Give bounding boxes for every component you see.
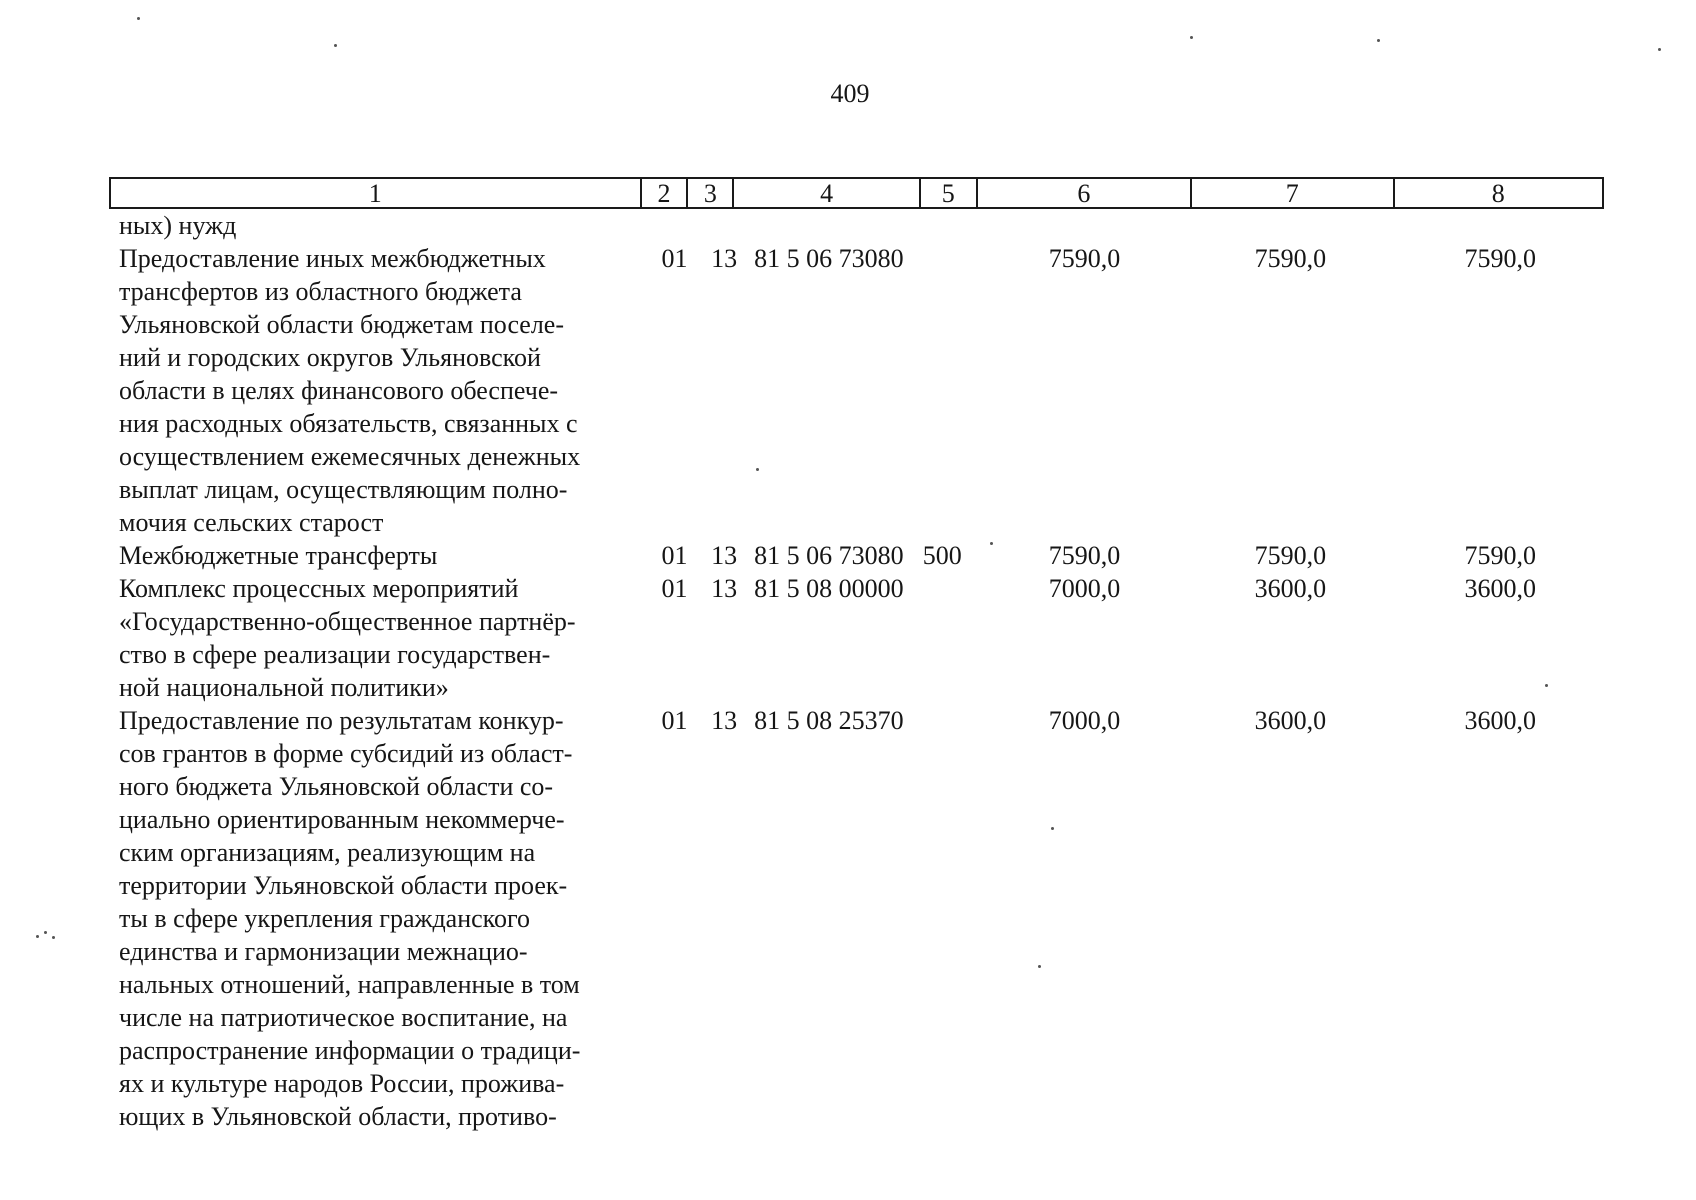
cell-section: 01 [661,541,688,570]
scan-speck [990,542,993,545]
header-col-1: 1 [368,179,382,208]
cell-expense-type: 500 [922,541,962,570]
header-col-3: 3 [686,179,732,207]
row-description: Предоставление иных межбюджетных трансфертов из областного бюджета Ульяновской области бюджетам поселе- ний и городских округов Ульяновской области в целях финансового обеспече- ния расходных обязательств, связанных с осуществлением ежемесячных денежных выплат лицам, осуществляющим полно- мочия сельских старост [119,244,581,537]
row-description: Предоставление по результатам конкур- сов грантов в форме субсидий из област- ного бюджета Ульяновской области со- циально ориентированным некоммерче- ским организациям, реализующим на территории Ульяновской области проек- ты в сфере укрепления гражданского единства и гармонизации межнацио- нальных отношений, направленные в том числе на патриотическое воспитание, на распространение информации о традици- ях и культуре народов России, прожива- ющих в Ульяновской области, противо- [119,706,581,1131]
scan-speck [1545,684,1548,687]
cell-section: 01 [661,706,688,735]
cell-amount-year2: 7590,0 [1254,244,1327,273]
table-header [109,177,1604,209]
cell-amount-year3: 3600,0 [1464,574,1536,603]
budget-table [109,177,1604,1133]
scan-speck [36,935,39,938]
header-col-4: 4 [732,179,919,207]
scan-speck [52,936,55,939]
scan-speck [44,931,47,934]
row-description: Межбюджетные трансферты [119,541,438,570]
scan-speck [1051,827,1054,830]
cell-amount-year1: 7000,0 [1048,706,1121,735]
scan-speck [1038,965,1041,968]
cell-subsection: 13 [711,541,738,570]
table-row [109,704,1604,1133]
cell-target-code: 81 5 08 00000 [754,574,904,603]
scan-speck [137,17,140,20]
table-row [109,572,1604,704]
cell-amount-year1: 7590,0 [1048,244,1121,273]
scan-speck [334,44,337,47]
scan-speck [1377,39,1380,42]
cell-section: 01 [661,244,688,273]
scan-speck [1658,48,1661,51]
table-row [109,242,1604,539]
cell-target-code: 81 5 06 73080 [754,541,904,570]
cell-amount-year1: 7000,0 [1048,574,1121,603]
header-col-7: 7 [1190,179,1392,207]
page-number: 409 [830,79,870,108]
scan-speck [756,468,759,471]
cell-target-code: 81 5 06 73080 [754,244,904,273]
scan-speck [1190,36,1193,39]
cell-subsection: 13 [711,574,738,603]
cell-subsection: 13 [711,706,738,735]
cell-amount-year3: 7590,0 [1464,244,1536,273]
cell-amount-year3: 3600,0 [1464,706,1536,735]
cell-amount-year3: 7590,0 [1464,541,1536,570]
row-description: ных) нужд [119,211,237,240]
cell-amount-year2: 3600,0 [1254,706,1327,735]
table-row [109,539,1604,572]
cell-section: 01 [661,574,688,603]
header-col-2: 2 [640,179,687,207]
cell-amount-year2: 3600,0 [1254,574,1327,603]
header-col-8: 8 [1393,179,1602,207]
cell-target-code: 81 5 08 25370 [754,706,904,735]
table-row [109,209,1604,242]
cell-amount-year2: 7590,0 [1254,541,1327,570]
header-col-5: 5 [919,179,976,207]
header-col-6: 6 [976,179,1190,207]
row-description: Комплекс процессных мероприятий «Государственно-общественное партнёр- ство в сфере реализации государствен- ной национальной политики» [119,574,576,702]
cell-amount-year1: 7590,0 [1048,541,1121,570]
cell-subsection: 13 [711,244,738,273]
